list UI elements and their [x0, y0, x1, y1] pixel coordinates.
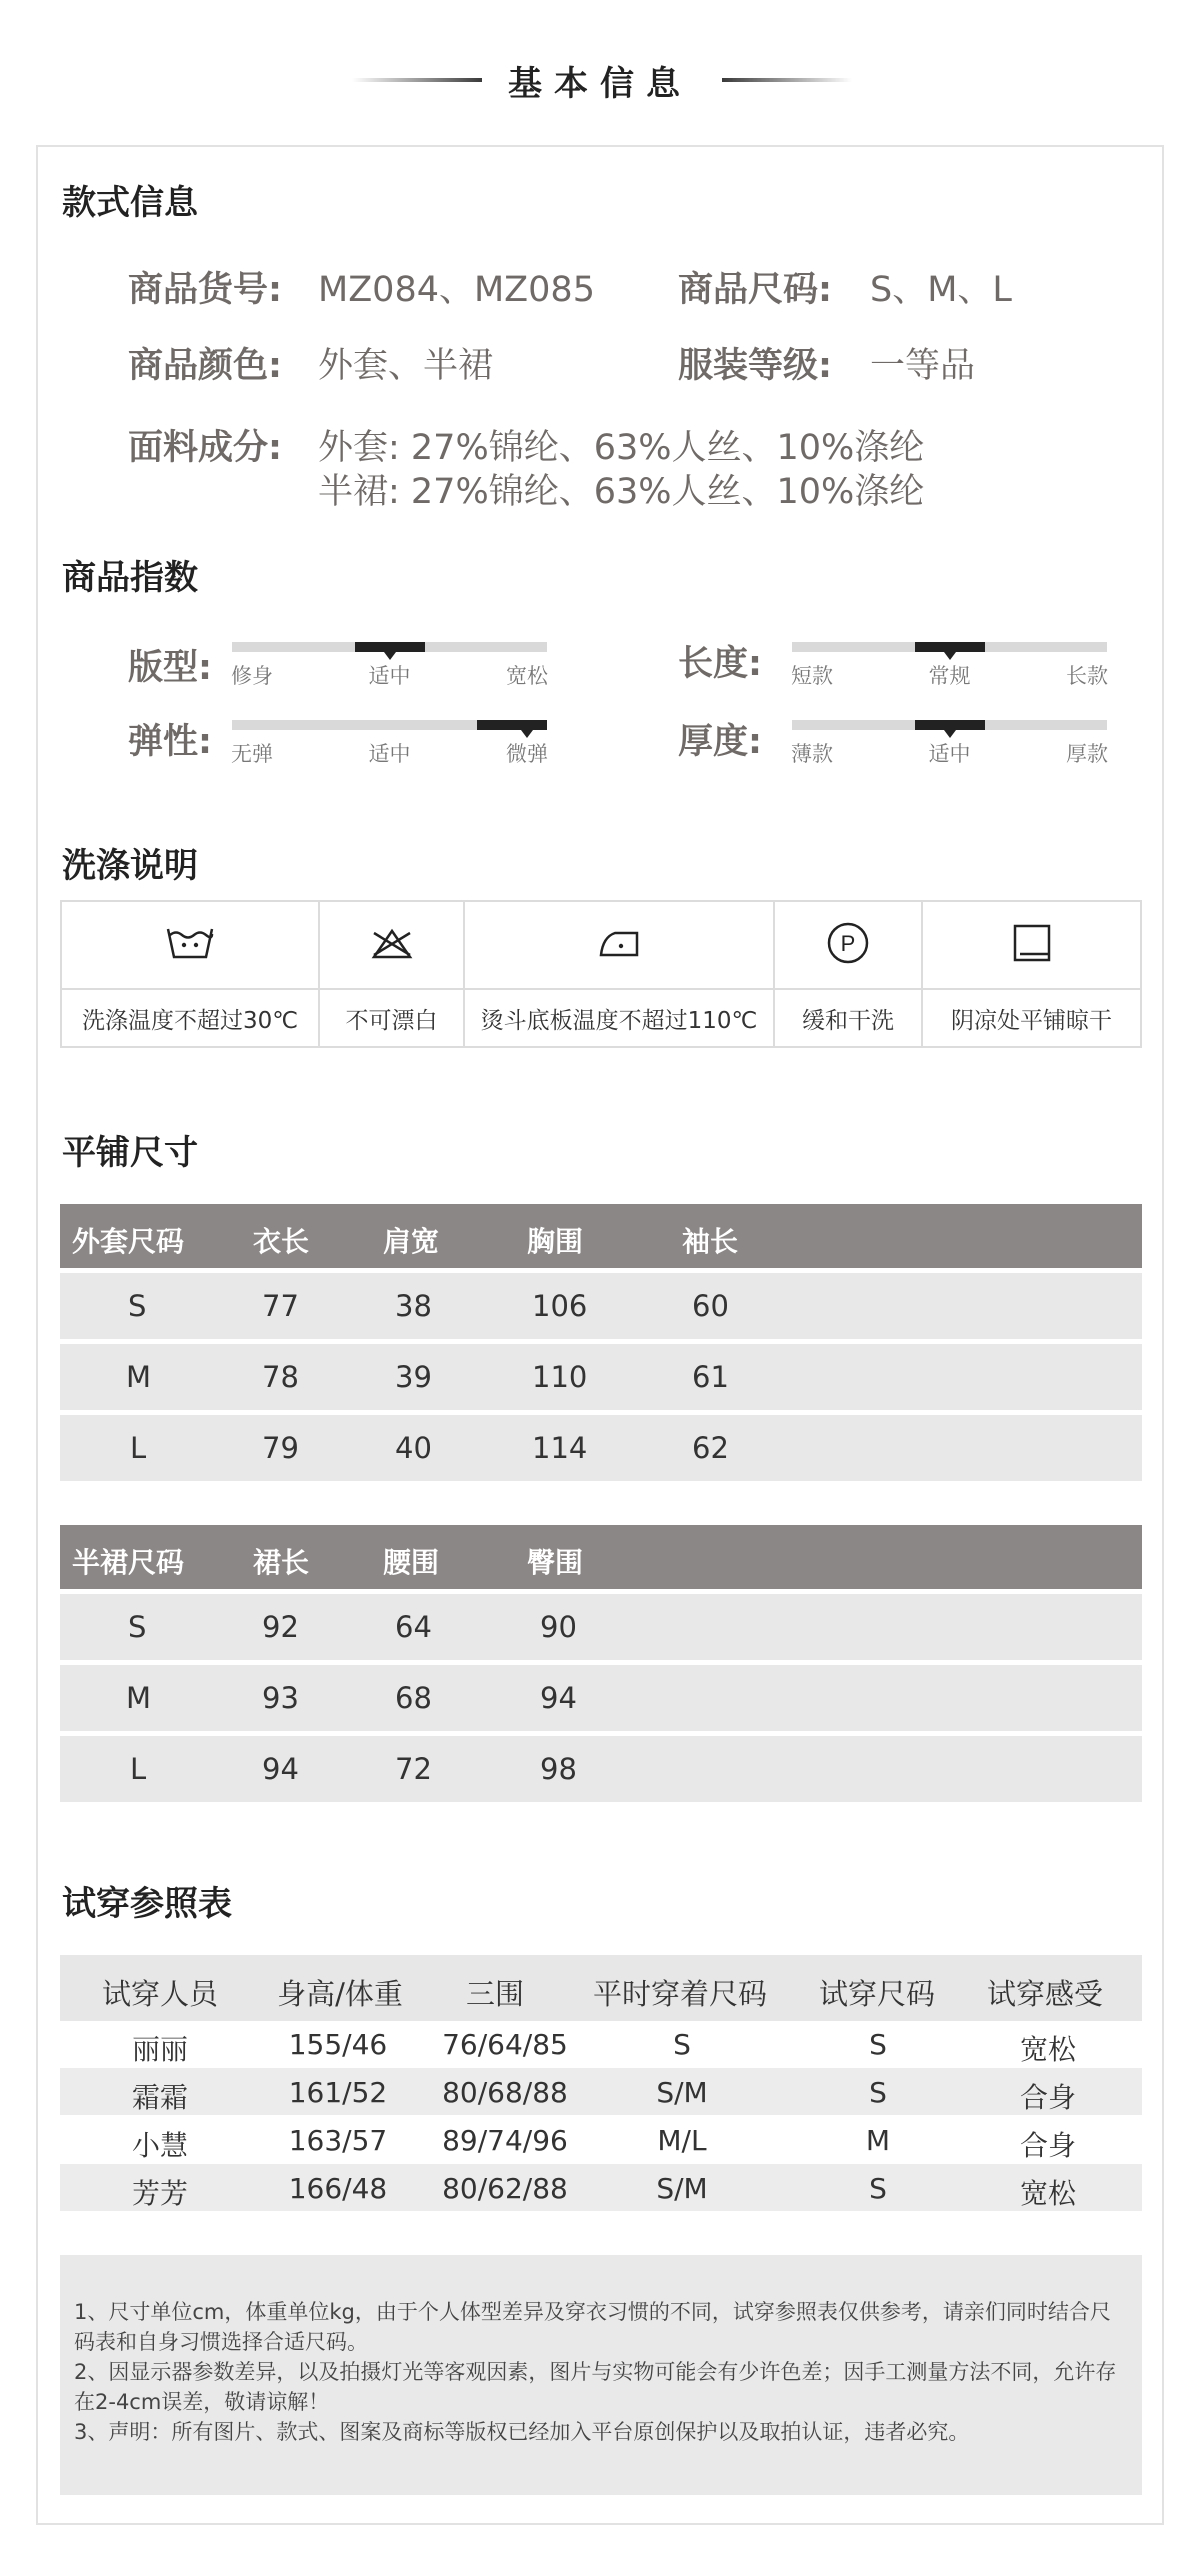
flat-size-title: 平铺尺寸 — [62, 1133, 198, 1173]
fit-index-scale — [232, 642, 547, 702]
header-cell: 衣长 — [253, 1225, 310, 1258]
care-cell — [319, 901, 464, 989]
indices-title: 商品指数 — [62, 558, 198, 598]
table-cell: 芳芳 — [131, 2177, 188, 2210]
scale-tick: 薄款 — [791, 742, 833, 766]
size-label: 商品尺码: — [678, 270, 832, 310]
care-label: 阴凉处平铺晾干 — [922, 989, 1141, 1047]
fitting-header — [60, 1955, 1142, 2021]
jacket-size-table — [60, 1204, 1142, 1481]
table-cell: 68 — [395, 1681, 432, 1715]
table-cell: S — [869, 2028, 887, 2061]
elasticity-index-label: 弹性: — [128, 722, 212, 762]
jacket-size-header — [60, 1204, 1142, 1268]
care-label: 烫斗底板温度不超过110℃ — [464, 989, 774, 1047]
header-cell: 裙长 — [253, 1546, 310, 1579]
table-cell: 166/48 — [288, 2172, 388, 2205]
scale-tick: 微弹 — [506, 742, 548, 766]
care-title: 洗涤说明 — [62, 846, 198, 886]
table-cell: 72 — [395, 1752, 432, 1786]
item-no-label: 商品货号: — [128, 270, 282, 310]
header-cell: 平时穿着尺码 — [592, 1977, 767, 2011]
dry-clean-p-icon — [824, 919, 872, 967]
thickness-index-scale — [792, 720, 1107, 780]
color-label: 商品颜色: — [128, 346, 282, 386]
table-cell: L — [130, 1752, 147, 1786]
table-cell: S — [673, 2028, 691, 2061]
scale-tick: 宽松 — [506, 664, 548, 688]
scale-tick: 常规 — [928, 664, 971, 688]
table-cell: S — [128, 1610, 147, 1644]
table-cell: 98 — [540, 1752, 577, 1786]
table-cell: S/M — [656, 2076, 708, 2109]
scale-pointer — [384, 652, 396, 660]
item-no-value: MZ084、MZ085 — [318, 270, 595, 310]
table-cell: 80/68/88 — [442, 2076, 568, 2109]
table-cell: 78 — [262, 1360, 299, 1394]
table-cell: 89/74/96 — [442, 2124, 568, 2157]
header-cell: 试穿感受 — [986, 1977, 1103, 2011]
table-cell: 106 — [532, 1289, 588, 1323]
table-cell: M — [126, 1360, 152, 1394]
header-cell: 肩宽 — [383, 1225, 440, 1258]
scale-tick: 长款 — [1066, 664, 1108, 688]
table-cell: 61 — [692, 1360, 729, 1394]
scale-pointer — [944, 652, 956, 660]
table-row — [60, 2068, 1142, 2115]
table-cell: L — [130, 1431, 147, 1465]
table-cell: 小慧 — [131, 2129, 188, 2162]
scale-tick: 无弹 — [231, 742, 273, 766]
table-cell: 94 — [262, 1752, 299, 1786]
care-cell — [464, 901, 774, 989]
table-cell: 163/57 — [288, 2124, 388, 2157]
table-cell: 40 — [395, 1431, 432, 1465]
fabric-line-skirt: 半裙: 27%锦纶、63%人丝、10%涤纶 — [318, 472, 925, 512]
scale-tick: 短款 — [791, 664, 833, 688]
header-cell: 袖长 — [682, 1225, 739, 1258]
table-cell: 161/52 — [288, 2076, 388, 2109]
iron-icon — [593, 923, 645, 963]
table-cell: 77 — [262, 1289, 299, 1323]
table-row — [60, 1415, 1142, 1481]
skirt-size-header — [60, 1525, 1142, 1589]
table-cell: 110 — [532, 1360, 588, 1394]
thickness-index-label: 厚度: — [678, 722, 762, 762]
fabric-label: 面料成分: — [128, 428, 282, 468]
care-cell — [61, 901, 319, 989]
header-divider-right — [722, 78, 852, 82]
table-row — [60, 1273, 1142, 1339]
scale-pointer — [521, 730, 533, 738]
scale-marker — [355, 642, 425, 652]
page-title: 基本信息 — [508, 64, 692, 104]
header-cell: 臀围 — [527, 1546, 584, 1579]
table-cell: 90 — [540, 1610, 577, 1644]
table-cell: 合身 — [1019, 2129, 1076, 2162]
header-cell: 试穿人员 — [101, 1977, 218, 2011]
table-cell: 79 — [262, 1431, 299, 1465]
scale-pointer — [944, 730, 956, 738]
table-cell: 92 — [262, 1610, 299, 1644]
table-row — [60, 2164, 1142, 2211]
fit-index-label: 版型: — [128, 648, 212, 688]
table-cell: 合身 — [1019, 2081, 1076, 2114]
table-cell: 60 — [692, 1289, 729, 1323]
scale-marker — [477, 720, 547, 730]
scale-tick: 修身 — [231, 664, 273, 688]
notes-box — [60, 2255, 1142, 2495]
header-cell: 腰围 — [383, 1546, 440, 1579]
length-index-label: 长度: — [678, 644, 762, 684]
table-cell: 宽松 — [1019, 2033, 1076, 2066]
table-cell: 宽松 — [1019, 2177, 1076, 2210]
table-cell: S — [869, 2076, 887, 2109]
header-cell: 胸围 — [527, 1225, 584, 1258]
table-row — [60, 1594, 1142, 1660]
scale-tick: 适中 — [368, 664, 411, 688]
table-cell: 39 — [395, 1360, 432, 1394]
table-row — [60, 1344, 1142, 1410]
note-text: 2、因显示器参数差异，以及拍摄灯光等客观因素，图片与实物可能会有少许色差；因手工测量方法不同，允许存在2-4cm误差，敬请谅解！ — [74, 2360, 1117, 2414]
note-text: 1、尺寸单位cm，体重单位kg，由于个人体型差异及穿衣习惯的不同，试穿参照表仅供参考，请亲们同时结合尺码表和自身习惯选择合适尺码。 — [74, 2300, 1111, 2354]
table-cell: 94 — [540, 1681, 577, 1715]
header-cell: 半裙尺码 — [72, 1546, 185, 1579]
note-text: 3、声明：所有图片、款式、图案及商标等版权已经加入平台原创保护以及取拍认证，违者必究。 — [74, 2420, 970, 2444]
table-row — [60, 2116, 1142, 2163]
scale-tick: 适中 — [928, 742, 971, 766]
table-cell: M — [865, 2124, 891, 2157]
scale-tick: 适中 — [368, 742, 411, 766]
fabric-line-jacket: 外套: 27%锦纶、63%人丝、10%涤纶 — [318, 428, 925, 468]
table-cell: M/L — [657, 2124, 707, 2157]
grade-value: 一等品 — [870, 346, 976, 386]
care-label: 洗涤温度不超过30℃ — [61, 989, 319, 1047]
color-value: 外套、半裙 — [318, 346, 494, 386]
no-bleach-icon — [368, 925, 416, 961]
table-cell: S — [128, 1289, 147, 1323]
table-cell: 80/62/88 — [442, 2172, 568, 2205]
table-cell: 114 — [532, 1431, 588, 1465]
care-label: 不可漂白 — [319, 989, 464, 1047]
skirt-size-table — [60, 1525, 1142, 1802]
table-cell: 76/64/85 — [442, 2028, 568, 2061]
header-cell: 外套尺码 — [72, 1225, 185, 1258]
care-cell — [922, 901, 1141, 989]
table-cell: 93 — [262, 1681, 299, 1715]
style-info-title: 款式信息 — [62, 183, 198, 223]
table-cell: S/M — [656, 2172, 708, 2205]
scale-marker — [915, 720, 985, 730]
table-cell: S — [869, 2172, 887, 2205]
table-cell: 64 — [395, 1610, 432, 1644]
table-cell: 丽丽 — [131, 2033, 188, 2066]
table-cell: 38 — [395, 1289, 432, 1323]
wash-30-icon — [164, 923, 216, 963]
table-row — [60, 2020, 1142, 2067]
grade-label: 服装等级: — [678, 346, 832, 386]
length-index-scale — [792, 642, 1107, 702]
table-cell: 霜霜 — [131, 2081, 188, 2114]
header-cell: 三围 — [465, 1977, 524, 2011]
svg-text:P: P — [840, 931, 856, 956]
care-cell — [774, 901, 922, 989]
table-row — [60, 1736, 1142, 1802]
care-label: 缓和干洗 — [774, 989, 922, 1047]
table-cell: 155/46 — [288, 2028, 388, 2061]
header-cell: 试穿尺码 — [818, 1977, 935, 2011]
section-header — [0, 50, 1200, 110]
dry-flat-shade-icon — [1009, 920, 1055, 966]
table-row — [60, 1665, 1142, 1731]
scale-tick: 厚款 — [1066, 742, 1108, 766]
table-cell: 62 — [692, 1431, 729, 1465]
elasticity-index-scale — [232, 720, 547, 780]
fitting-title: 试穿参照表 — [62, 1884, 232, 1924]
table-cell: M — [126, 1681, 152, 1715]
size-value: S、M、L — [870, 270, 1012, 310]
header-cell: 身高/体重 — [277, 1977, 403, 2011]
scale-marker — [915, 642, 985, 652]
care-table — [60, 900, 1142, 1048]
